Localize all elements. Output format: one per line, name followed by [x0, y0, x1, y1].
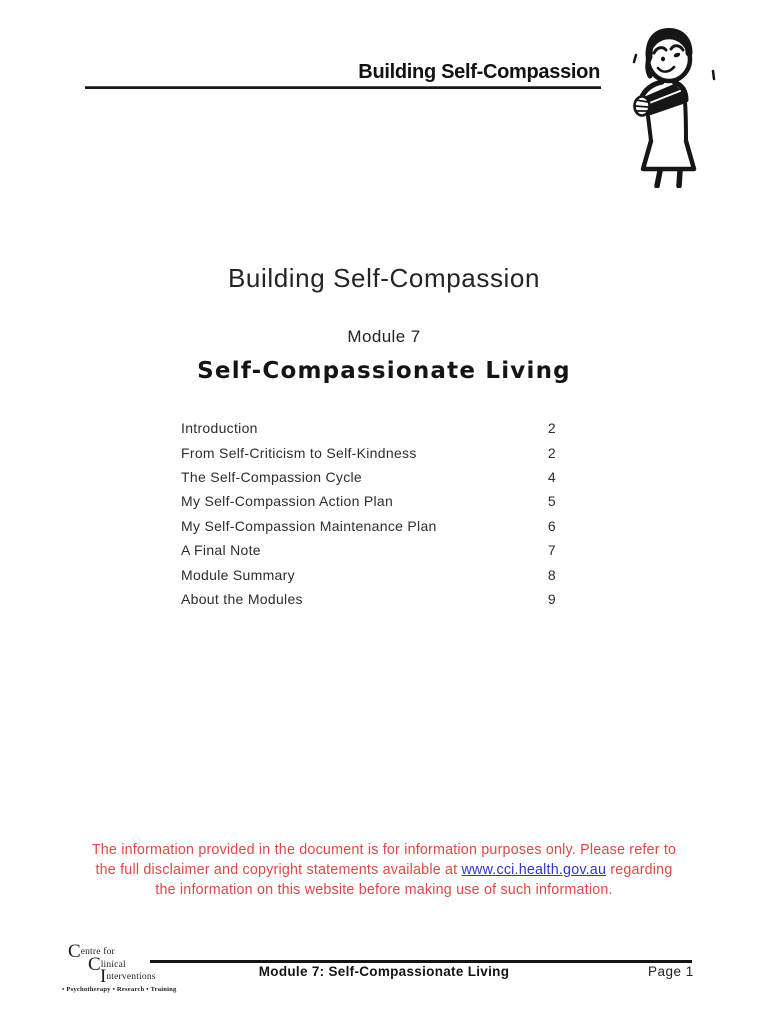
- toc-entry-label: My Self-Compassion Action Plan: [181, 493, 394, 510]
- cci-logo-initial: C: [68, 941, 81, 962]
- toc-row: [181, 562, 556, 586]
- module-title: Self-Compassionate Living: [197, 358, 571, 384]
- toc-row: [181, 489, 556, 513]
- disclaimer-paragraph: [84, 840, 684, 900]
- cci-logo-initial: I: [100, 966, 107, 987]
- toc-entry-page-number: 4: [547, 468, 556, 485]
- cci-logo-tagline: • Psychotherapy • Research • Training: [62, 985, 177, 993]
- toc-entry-label: About the Modules: [181, 590, 303, 607]
- toc-entry-label: Module Summary: [181, 566, 295, 583]
- document-title: Building Self-Compassion: [227, 263, 541, 293]
- toc-row: [181, 440, 556, 464]
- toc-entry-page-number: 2: [547, 444, 556, 461]
- toc-row: [181, 416, 556, 440]
- toc-row: [181, 538, 556, 562]
- disclaimer-text-before-link: The information provided in the document is for information purposes only. Please refer to the full disclaimer and copyright statements available at: [91, 842, 677, 878]
- toc-entry-label: The Self-Compassion Cycle: [181, 468, 363, 485]
- toc-entry-label: A Final Note: [181, 542, 261, 559]
- footer-rule: [150, 960, 692, 963]
- toc-entry-page-number: 9: [547, 590, 556, 607]
- toc-row: [181, 514, 556, 538]
- cci-website-link[interactable]: www.cci.health.gov.au: [461, 862, 607, 878]
- toc-entry-page-number: 7: [547, 542, 556, 559]
- footer-page-number: Page 1: [648, 964, 694, 979]
- toc-entry-label: My Self-Compassion Maintenance Plan: [181, 517, 437, 534]
- cci-logo-word: nterventions: [106, 972, 156, 982]
- toc-row: [181, 465, 556, 489]
- table-of-contents: [181, 416, 556, 611]
- cci-logo-initial: C: [88, 953, 101, 975]
- header-rule: [85, 86, 601, 89]
- module-number-label: Module 7: [347, 327, 421, 346]
- toc-entry-page-number: 5: [547, 493, 556, 510]
- disclaimer-text-after-link: regarding the information on this website before making use of such information.: [155, 862, 673, 898]
- header-title: Building Self-Compassion: [358, 61, 600, 83]
- footer-module-label: Module 7: Self-Compassionate Living: [258, 964, 510, 979]
- toc-row: [181, 587, 556, 611]
- toc-entry-page-number: 8: [547, 566, 556, 583]
- cci-logo-word: linical: [100, 959, 126, 970]
- toc-entry-page-number: 6: [547, 517, 556, 534]
- cci-logo-word: entre for: [80, 947, 115, 957]
- toc-entry-label: From Self-Criticism to Self-Kindness: [181, 444, 417, 461]
- toc-entry-page-number: 2: [547, 420, 556, 437]
- self-hug-figure-illustration: [622, 22, 726, 188]
- cci-logo-line-1: [68, 941, 192, 962]
- self-hug-figure-icon: [622, 22, 726, 188]
- toc-entry-label: Introduction: [181, 420, 258, 437]
